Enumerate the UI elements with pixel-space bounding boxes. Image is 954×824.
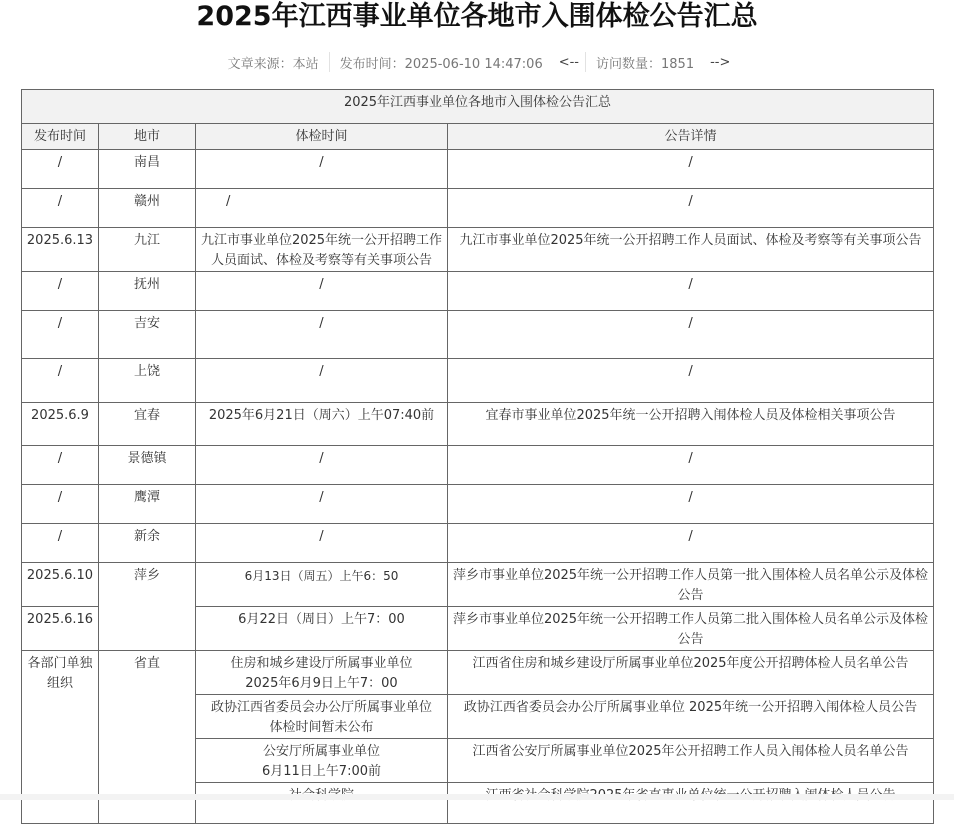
cell-city: 宜春 xyxy=(99,403,196,446)
table-row xyxy=(22,563,934,607)
header-notice-detail: 公告详情 xyxy=(448,124,934,150)
cell-exam-time: 九江市事业单位2025年统一公开招聘工作人员面试、体检及考察等有关事项公告 xyxy=(196,228,448,272)
table-row xyxy=(22,359,934,403)
cell-exam-time: / xyxy=(196,311,448,359)
cell-notice-link[interactable]: 宜春市事业单位2025年统一公开招聘入闱体检人员及体检相关事项公告 xyxy=(448,403,934,446)
cell-notice-link[interactable]: 政协江西省委员会办公厅所属事业单位 2025年统一公开招聘入闱体检人员公告 xyxy=(448,695,934,739)
cell-date: 2025.6.10 xyxy=(22,563,99,607)
cell-date: 2025.6.16 xyxy=(22,607,99,651)
cell-city: 新余 xyxy=(99,524,196,563)
visit-count: 访问数量：1851 xyxy=(596,56,695,72)
table-row xyxy=(22,272,934,311)
cell-exam-time xyxy=(196,739,448,783)
cell-notice: / xyxy=(448,359,934,403)
exam-time-text: 体检时间暂未公布 xyxy=(269,720,374,735)
article-meta xyxy=(0,52,954,72)
cell-notice: / xyxy=(448,485,934,524)
cell-notice: / xyxy=(448,272,934,311)
cell-notice-link[interactable]: 九江市事业单位2025年统一公开招聘工作人员面试、体检及考察等有关事项公告 xyxy=(448,228,934,272)
table-row xyxy=(22,485,934,524)
table-caption: 2025年江西事业单位各地市入围体检公告汇总 xyxy=(22,90,934,124)
cell-exam-time xyxy=(196,783,448,824)
cell-date: / xyxy=(22,311,99,359)
cell-date: / xyxy=(22,359,99,403)
cell-notice-link[interactable]: 萍乡市事业单位2025年统一公开招聘工作人员第二批入围体检人员名单公示及体检公告 xyxy=(448,607,934,651)
cell-notice-link[interactable]: 江西省公安厅所属事业单位2025年公开招聘工作人员入闱体检人员名单公告 xyxy=(448,739,934,783)
table-row xyxy=(22,651,934,695)
article-source: 文章来源：本站 xyxy=(227,56,319,72)
article-title: 2025年江西事业单位各地市入围体检公告汇总 xyxy=(196,1,758,32)
cell-city: 九江 xyxy=(99,228,196,272)
exam-time-text: 6月11日上午7:00前 xyxy=(261,764,381,779)
cell-date: 各部门单独组织 xyxy=(22,651,99,824)
cell-date: / xyxy=(22,150,99,189)
cell-date: / xyxy=(22,446,99,485)
cell-date: / xyxy=(22,485,99,524)
bottom-edge xyxy=(0,794,954,800)
summary-table xyxy=(21,89,934,824)
cell-city: 赣州 xyxy=(99,189,196,228)
cell-exam-time: / xyxy=(196,485,448,524)
cell-notice: / xyxy=(448,524,934,563)
table-row xyxy=(22,150,934,189)
cell-city: 吉安 xyxy=(99,311,196,359)
cell-exam-time: 6月13日（周五）上午6：50 xyxy=(196,563,448,607)
cell-date: 2025.6.13 xyxy=(22,228,99,272)
cell-city: 抚州 xyxy=(99,272,196,311)
next-arrow: --> xyxy=(710,54,731,70)
cell-city: 景德镇 xyxy=(99,446,196,485)
table-row xyxy=(22,311,934,359)
cell-date: / xyxy=(22,189,99,228)
cell-notice-link[interactable]: 江西省住房和城乡建设厅所属事业单位2025年度公开招聘体检人员名单公告 xyxy=(448,651,934,695)
cell-notice: / xyxy=(448,189,934,228)
exam-time-text: 2025年6月9日上午7：00 xyxy=(245,676,398,691)
table-caption-row xyxy=(22,90,934,124)
header-exam-time: 体检时间 xyxy=(196,124,448,150)
cell-exam-time: / xyxy=(196,359,448,403)
table-row xyxy=(22,446,934,485)
summary-table-container xyxy=(21,89,933,824)
cell-exam-time: 6月22日（周日）上午7：00 xyxy=(196,607,448,651)
table-header-row xyxy=(22,124,934,150)
cell-exam-time xyxy=(196,651,448,695)
cell-notice: / xyxy=(448,311,934,359)
table-row xyxy=(22,228,934,272)
cell-notice: / xyxy=(448,150,934,189)
cell-city: 鹰潭 xyxy=(99,485,196,524)
cell-city: 上饶 xyxy=(99,359,196,403)
cell-date: / xyxy=(22,524,99,563)
cell-exam-time: / xyxy=(196,446,448,485)
exam-unit: 住房和城乡建设厅所属事业单位 xyxy=(230,656,413,671)
header-publish-date: 发布时间 xyxy=(22,124,99,150)
table-row xyxy=(22,524,934,563)
exam-unit: 公安厅所属事业单位 xyxy=(262,744,380,759)
cell-city: 省直 xyxy=(99,651,196,824)
cell-exam-time: / xyxy=(196,150,448,189)
cell-exam-time: / xyxy=(196,189,448,228)
cell-notice-link[interactable] xyxy=(448,783,934,824)
cell-exam-time: / xyxy=(196,524,448,563)
table-row xyxy=(22,189,934,228)
cell-exam-time: / xyxy=(196,272,448,311)
cell-date: / xyxy=(22,272,99,311)
cell-exam-time: 2025年6月21日（周六）上午07:40前 xyxy=(196,403,448,446)
publish-time: 发布时间：2025-06-10 14:47:06 xyxy=(339,56,543,72)
cell-notice: / xyxy=(448,446,934,485)
cell-date: 2025.6.9 xyxy=(22,403,99,446)
cell-exam-time xyxy=(196,695,448,739)
cell-city: 萍乡 xyxy=(99,563,196,651)
cell-notice-link[interactable]: 萍乡市事业单位2025年统一公开招聘工作人员第一批入围体检人员名单公示及体检公告 xyxy=(448,563,934,607)
prev-arrow: <-- xyxy=(558,54,579,70)
table-row xyxy=(22,403,934,446)
exam-unit: 政协江西省委员会办公厅所属事业单位 xyxy=(210,700,432,715)
cell-city: 南昌 xyxy=(99,150,196,189)
header-city: 地市 xyxy=(99,124,196,150)
